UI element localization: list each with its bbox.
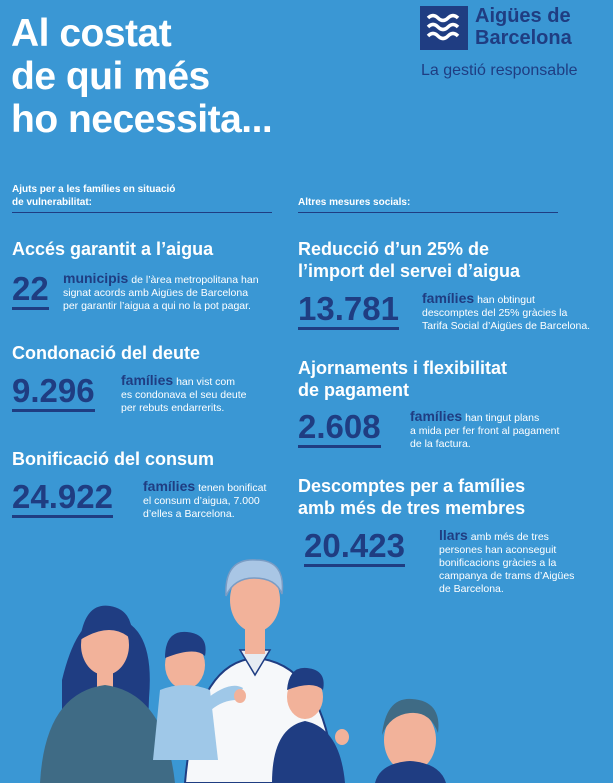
measure-text: amb més de tres	[470, 531, 549, 543]
measure-description-line	[63, 272, 259, 287]
measure-title	[12, 342, 200, 364]
measure-description-line	[422, 292, 590, 307]
measure-number: 24.922	[12, 480, 113, 518]
family-illustration	[0, 550, 613, 783]
measure-text: han vist com	[176, 376, 236, 388]
measure-number: 22	[12, 272, 49, 310]
measure-description	[143, 480, 266, 521]
measure-title-line: Bonificació del consum	[12, 449, 215, 469]
measure-description-line: bonificacions gràcies a la	[439, 557, 557, 569]
headline-line: ho necessita...	[11, 98, 273, 141]
measure-description-line	[143, 480, 266, 495]
measure-title	[298, 475, 525, 519]
measure-number: 2.608	[298, 410, 381, 448]
measure-text: de l’àrea metropolitana han	[131, 274, 259, 286]
brand-name-line: Barcelona	[475, 27, 572, 49]
brand-tagline: La gestió responsable	[421, 62, 578, 79]
right-divider	[298, 212, 558, 213]
measure-title-line: Descomptes per a famílies	[298, 476, 526, 496]
measure-description-line: per garantir l’aigua a qui no la pot pagar.	[63, 300, 251, 312]
measure-description	[63, 272, 259, 313]
aigues-logo-icon	[420, 6, 468, 50]
left-divider	[12, 212, 272, 213]
measure-description-line: de Barcelona.	[439, 583, 504, 595]
measure-title-line: l’import del servei d’aigua	[298, 261, 521, 281]
measure-keyword: famílies	[410, 408, 463, 424]
measure-description-line: signat acords amb Aigües de Barcelona	[63, 287, 249, 299]
section-heading-line: de vulnerabilitat:	[12, 197, 93, 208]
measure-description-line: descomptes del 25% gràcies la	[422, 307, 568, 319]
measure-description-line: es condonava el seu deute	[121, 389, 247, 401]
measure-keyword: famílies	[121, 372, 174, 388]
measure-keyword: famílies	[422, 290, 475, 306]
measure-description-line: campanya de trams d’Aigües	[439, 570, 575, 582]
measure-description	[410, 410, 559, 451]
measure-description-line: Tarifa Social d’Aigües de Barcelona.	[422, 320, 591, 332]
left-section-heading	[12, 183, 175, 209]
measure-title-line: Reducció d’un 25% de	[298, 239, 490, 259]
section-heading-line: Ajuts per a les famílies en situació	[12, 184, 176, 195]
measure-keyword: famílies	[143, 478, 196, 494]
measure-title	[12, 238, 213, 260]
measure-text: tenen bonificat	[198, 482, 267, 494]
measure-number: 13.781	[298, 292, 399, 330]
measure-keyword: llars	[439, 527, 468, 543]
measure-title-line: Condonació del deute	[12, 343, 201, 363]
measure-text: han tingut plans	[465, 412, 540, 424]
measure-description-line	[439, 529, 574, 544]
measure-description-line: de la factura.	[410, 438, 471, 450]
measure-description-line: persones han aconseguit	[439, 544, 557, 556]
measure-description	[422, 292, 590, 333]
measure-description-line	[121, 374, 247, 389]
measure-title-line: Ajornaments i flexibilitat	[298, 358, 508, 378]
measure-title-line: de pagament	[298, 380, 410, 400]
measure-title-line: amb més de tres membres	[298, 498, 526, 518]
measure-description-line: a mida per fer front al pagament	[410, 425, 560, 437]
girl-figure	[375, 699, 446, 783]
headline-line: de qui més	[11, 55, 210, 98]
measure-title	[12, 448, 214, 470]
measure-title	[298, 357, 507, 401]
section-heading-line: Altres mesures socials:	[298, 197, 411, 208]
measure-number: 20.423	[304, 529, 405, 567]
measure-description-line	[410, 410, 559, 425]
right-section-heading	[298, 196, 410, 209]
measure-description-line: d’elles a Barcelona.	[143, 508, 235, 520]
brand-name-line: Aigües de	[475, 5, 571, 27]
measure-description-line: el consum d’aigua, 7.000	[143, 495, 260, 507]
measure-keyword: municipis	[63, 270, 129, 286]
measure-description	[121, 374, 247, 415]
headline-line: Al costat	[11, 12, 172, 55]
brand-name	[475, 5, 572, 49]
measure-number: 9.296	[12, 374, 95, 412]
measure-title-line: Accés garantit a l’aigua	[12, 239, 214, 259]
measure-description-line: per rebuts endarrerits.	[121, 402, 225, 414]
headline	[11, 12, 272, 141]
measure-text: han obtingut	[477, 294, 535, 306]
measure-title	[298, 238, 520, 282]
